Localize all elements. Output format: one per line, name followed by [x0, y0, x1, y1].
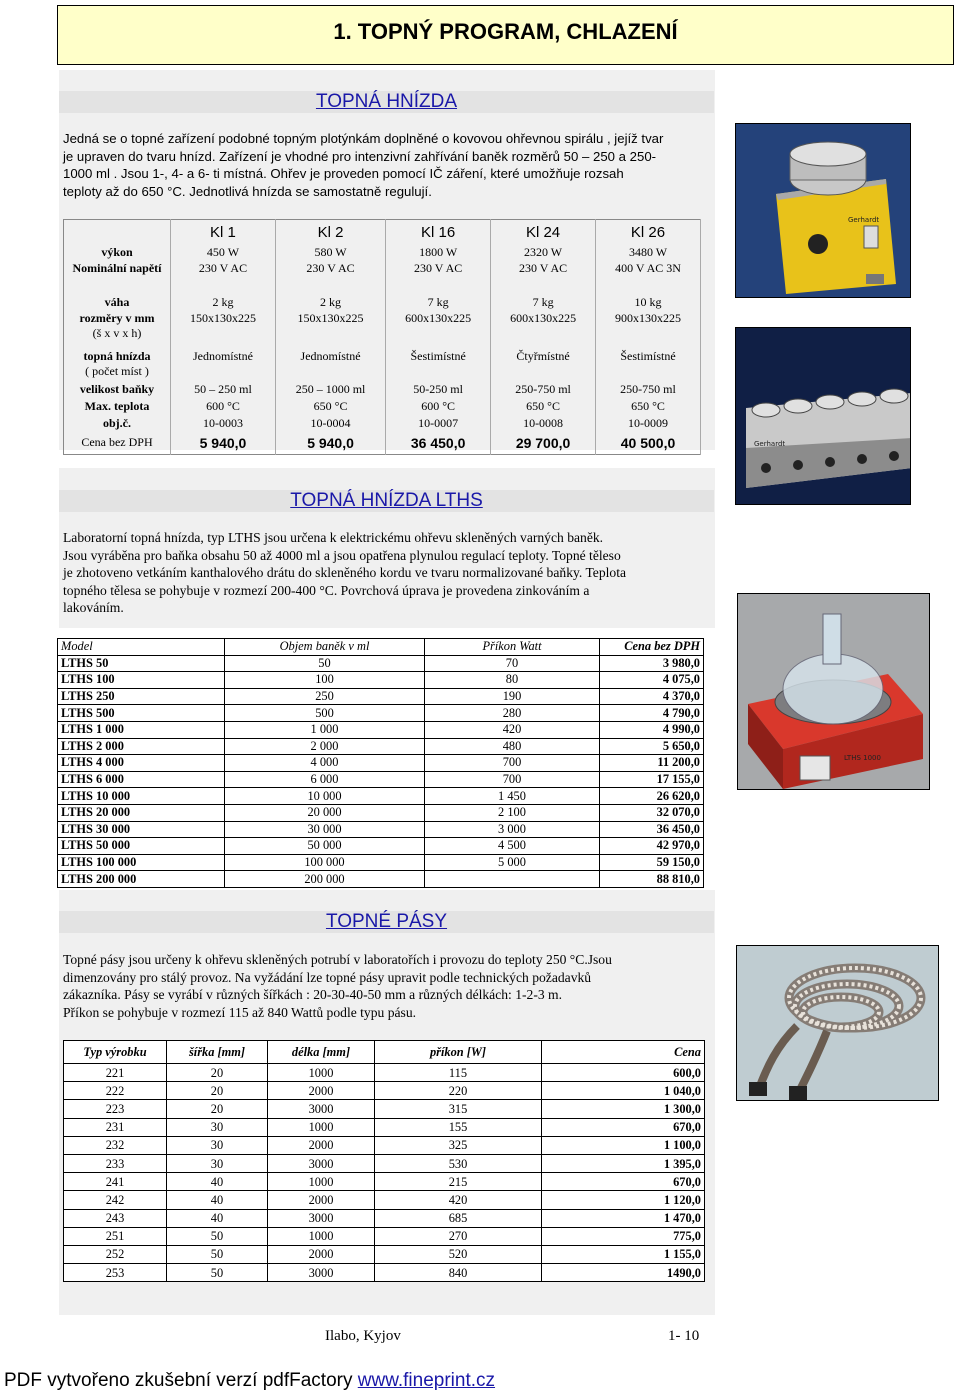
intro-paragraph-heating-nests [63, 130, 711, 200]
table-row [64, 1136, 705, 1154]
table-cell: 840 [375, 1264, 542, 1282]
table-cell: LTHS 250 [58, 688, 225, 705]
table-cell: 2 kg [171, 293, 276, 311]
table-row [64, 1173, 705, 1191]
table-cell: 88 810,0 [600, 871, 704, 888]
price-cell: 29 700,0 [491, 432, 596, 454]
table-cell: 250 [225, 688, 425, 705]
table-header-cell: příkon [W] [375, 1041, 542, 1064]
table-cell: 50 [167, 1264, 268, 1282]
table-cell: 280 [425, 705, 600, 722]
section-heading-bar [59, 490, 714, 512]
table-row [58, 688, 704, 705]
table-cell: 3000 [268, 1154, 375, 1172]
table-cell: 200 000 [225, 871, 425, 888]
paragraph-line: Topné pásy jsou určeny k ohřevu skleněných potrubí v laboratořích i provozu do teploty 250 °C.Jsou [63, 952, 612, 967]
table-header-cell: Kl 1 [171, 220, 276, 245]
heating-nest-photo-single [735, 123, 911, 298]
table-cell: 20 [167, 1100, 268, 1118]
table-cell: 50 [167, 1245, 268, 1263]
table-cell: 10-0003 [171, 415, 276, 432]
table-cell: 5 000 [425, 854, 600, 871]
table-cell: 1 470,0 [542, 1209, 705, 1227]
table-cell: 650 °C [275, 398, 385, 415]
table-cell: 30 000 [225, 821, 425, 838]
table-cell: 500 [225, 705, 425, 722]
heating-nest-multi-image [736, 328, 911, 505]
table-cell: 2 100 [425, 804, 600, 821]
table-cell: 3000 [268, 1209, 375, 1227]
table-cell: 50-250 ml [386, 381, 491, 398]
table-cell: 241 [64, 1173, 167, 1191]
table-row [58, 672, 704, 689]
table-row [64, 1064, 705, 1082]
table-cell: 230 V AC [386, 261, 491, 293]
table-cell: LTHS 50 [58, 655, 225, 672]
table-row [64, 1082, 705, 1100]
table-cell: 2 000 [225, 738, 425, 755]
table-cell: 36 450,0 [600, 821, 704, 838]
table-cell: LTHS 200 000 [58, 871, 225, 888]
table-cell: 1000 [268, 1173, 375, 1191]
table-cell: 400 V AC 3N [596, 261, 701, 293]
row-label [64, 311, 171, 349]
table-cell: 42 970,0 [600, 838, 704, 855]
table-cell: 1800 W [386, 244, 491, 261]
table-cell: 650 °C [596, 398, 701, 415]
table-header-cell: Kl 26 [596, 220, 701, 245]
pdf-note-link[interactable]: www.fineprint.cz [357, 1370, 496, 1391]
row-label: velikost baňky [64, 381, 171, 398]
paragraph-line: je zhotoveno vetkáním kanthalového drátu do skleněného kordu ve tvaru normalizované baňky. Teplota [63, 565, 627, 581]
footer-page-number: 1- 10 [668, 1328, 700, 1344]
table-row [64, 1264, 705, 1282]
table-cell: 10 000 [225, 788, 425, 805]
table-row [64, 1227, 705, 1245]
table-cell: 1490,0 [542, 1264, 705, 1282]
table-cell: LTHS 50 000 [58, 838, 225, 855]
heating-nest-single-image [736, 124, 911, 298]
table-cell: 600 °C [171, 398, 276, 415]
table-cell: 420 [425, 721, 600, 738]
table-row [58, 804, 704, 821]
table-cell: Šestimístné [596, 349, 701, 381]
price-cell: 5 940,0 [275, 432, 385, 454]
table-cell: 242 [64, 1191, 167, 1209]
table-cell: 650 °C [491, 398, 596, 415]
table-cell: 32 070,0 [600, 804, 704, 821]
table-header-cell: Typ výrobku [64, 1041, 167, 1064]
table-cell: 3000 [268, 1264, 375, 1282]
table-cell: 223 [64, 1100, 167, 1118]
price-cell: 5 940,0 [171, 432, 276, 454]
table-cell: 2000 [268, 1245, 375, 1263]
table-cell: 7 kg [386, 293, 491, 311]
row-label-sub: (š x v x h) [92, 326, 142, 340]
table-cell: 243 [64, 1209, 167, 1227]
table-cell: 7 kg [491, 293, 596, 311]
table-cell: 600x130x225 [491, 311, 596, 349]
section-heading-bar [59, 91, 714, 113]
table-cell: 600 °C [386, 398, 491, 415]
row-label-sub: ( počet míst ) [85, 364, 149, 378]
title-box [57, 5, 954, 65]
table-header-row [64, 220, 701, 245]
paragraph-line: Laboratorní topná hnízda, typ LTHS jsou určena k elektrickému ohřevu skleněných varných baněk. [63, 530, 604, 545]
table-cell: 26 620,0 [600, 788, 704, 805]
paragraph-line: Jedná se o topné zařízení podobné topným plotýnkám doplněné o kovovou ohřevnou spirálu , jejíž tvar [63, 131, 664, 146]
table-cell: 1 155,0 [542, 1245, 705, 1263]
table-row [64, 1118, 705, 1136]
table-cell: LTHS 2 000 [58, 738, 225, 755]
table-cell: 40 [167, 1191, 268, 1209]
paragraph-line: Jsou vyráběna pro baňka obsahu 50 až 4000 ml a jsou opatřena plynulou regulací teploty. Topné těleso [63, 547, 621, 563]
table-cell: 80 [425, 672, 600, 689]
row-label: Nominální napětí [64, 261, 171, 293]
table-cell: 155 [375, 1118, 542, 1136]
table-cell: 59 150,0 [600, 854, 704, 871]
paragraph-line: lakováním. [63, 600, 124, 616]
table-cell: 1 000 [225, 721, 425, 738]
table-cell: 70 [425, 655, 600, 672]
table-cell: 450 W [171, 244, 276, 261]
table-cell: 231 [64, 1118, 167, 1136]
table-cell: 1 120,0 [542, 1191, 705, 1209]
row-label: Max. teplota [64, 398, 171, 415]
lths-heater-image [738, 594, 930, 790]
table-cell: 1 100,0 [542, 1136, 705, 1154]
table-cell: 250 – 1000 ml [275, 381, 385, 398]
pdf-note-text: PDF vytvořeno zkušební verzí pdfFactory [4, 1370, 358, 1391]
table-cell: 1 300,0 [542, 1100, 705, 1118]
table-cell: 3480 W [596, 244, 701, 261]
section-heading-heating-tapes: TOPNÉ PÁSY [325, 911, 448, 932]
pdf-watermark-note [4, 1370, 495, 1392]
table-row [64, 381, 701, 398]
table-cell: 1 040,0 [542, 1082, 705, 1100]
table-cell: 5 650,0 [600, 738, 704, 755]
table-cell: 10-0007 [386, 415, 491, 432]
table-cell: 10-0008 [491, 415, 596, 432]
paragraph-line: topného tělesa se pohybuje v rozmezí 200-400 °C. Povrchová úprava je provedena zinkováním a [63, 582, 590, 598]
table-cell: 325 [375, 1136, 542, 1154]
table-cell: 670,0 [542, 1173, 705, 1191]
row-label-main: rozměry v mm [79, 311, 155, 325]
table-cell: 30 [167, 1118, 268, 1136]
table-cell: 150x130x225 [171, 311, 276, 349]
table-cell: LTHS 100 000 [58, 854, 225, 871]
table-cell: 20 [167, 1082, 268, 1100]
table-cell: 20 [167, 1064, 268, 1082]
table-cell: 233 [64, 1154, 167, 1172]
table-header-row [64, 1041, 705, 1064]
table-cell: 50 000 [225, 838, 425, 855]
table-cell: LTHS 6 000 [58, 771, 225, 788]
table-row [58, 655, 704, 672]
paragraph-line: zákazníka. Pásy se vyrábí v různých šířkách : 20-30-40-50 mm a různých délkách: 1-2-3 m. [63, 987, 563, 1003]
table-cell: LTHS 20 000 [58, 804, 225, 821]
table-row [58, 755, 704, 772]
table-cell: LTHS 100 [58, 672, 225, 689]
table-cell: 315 [375, 1100, 542, 1118]
intro-paragraph-lths [63, 529, 711, 617]
table-row [64, 349, 701, 381]
table-row [64, 1191, 705, 1209]
table-cell: 232 [64, 1136, 167, 1154]
table-row [58, 788, 704, 805]
section-heading-bar [59, 911, 714, 933]
table-cell: 50 [167, 1227, 268, 1245]
table-cell: 30 [167, 1154, 268, 1172]
table-header-cell: Kl 16 [386, 220, 491, 245]
row-label [64, 349, 171, 381]
brand-label: Gerhardt [848, 216, 880, 224]
table-cell: 221 [64, 1064, 167, 1082]
row-label: výkon [64, 244, 171, 261]
table-cell: 2 kg [275, 293, 385, 311]
table-header-empty [64, 220, 171, 245]
table-cell: 2000 [268, 1082, 375, 1100]
table-cell: 251 [64, 1227, 167, 1245]
table-cell: 4 075,0 [600, 672, 704, 689]
table-cell: 150x130x225 [275, 311, 385, 349]
row-label: váha [64, 293, 171, 311]
table-header-cell: Příkon Watt [425, 639, 600, 656]
table-header-row [58, 639, 704, 656]
table-cell: 2320 W [491, 244, 596, 261]
intro-paragraph-heating-tapes [63, 951, 711, 1021]
heating-tapes-image [737, 946, 939, 1101]
paragraph-line: je upraven do tvaru hnízd. Zařízení je vhodné pro intenzivní zahřívání baněk rozměrů 50 – 250 a 250- [63, 148, 657, 164]
heating-tapes-photo [736, 945, 939, 1101]
row-label: obj.č. [64, 415, 171, 432]
table-cell: 480 [425, 738, 600, 755]
table-cell: 40 [167, 1173, 268, 1191]
lths-heater-photo [737, 593, 930, 790]
table-header-cell: délka [mm] [268, 1041, 375, 1064]
table-cell: 30 [167, 1136, 268, 1154]
paragraph-line: teploty až do 650 °C. Jednotlivá hnízda se samostatně regulují. [63, 183, 432, 199]
heating-nests-spec-table [63, 219, 701, 455]
table-row-price [64, 432, 701, 454]
table-cell: LTHS 500 [58, 705, 225, 722]
table-cell: 530 [375, 1154, 542, 1172]
table-cell: 3 980,0 [600, 655, 704, 672]
table-cell: Jednomístné [275, 349, 385, 381]
table-cell: 700 [425, 755, 600, 772]
table-cell: LTHS 10 000 [58, 788, 225, 805]
table-cell: 17 155,0 [600, 771, 704, 788]
table-row [64, 415, 701, 432]
price-cell: 36 450,0 [386, 432, 491, 454]
table-row [58, 738, 704, 755]
table-cell: LTHS 4 000 [58, 755, 225, 772]
table-cell: 1000 [268, 1064, 375, 1082]
table-cell: 4 990,0 [600, 721, 704, 738]
table-cell: LTHS 1 000 [58, 721, 225, 738]
heating-tapes-price-table [63, 1040, 705, 1282]
table-row [64, 1100, 705, 1118]
table-cell: 4 370,0 [600, 688, 704, 705]
table-cell: 10 kg [596, 293, 701, 311]
section-heading-heating-nests: TOPNÁ HNÍZDA [315, 91, 458, 112]
table-cell: 50 [225, 655, 425, 672]
table-row [64, 261, 701, 293]
lths-price-table [57, 638, 704, 888]
table-cell: Jednomístné [171, 349, 276, 381]
heating-nest-photo-multi [735, 327, 911, 505]
table-cell: 230 V AC [275, 261, 385, 293]
table-row [64, 1154, 705, 1172]
page-title: 1. TOPNÝ PROGRAM, CHLAZENÍ [333, 19, 678, 44]
table-cell: 520 [375, 1245, 542, 1263]
table-cell: 100 [225, 672, 425, 689]
table-cell: 775,0 [542, 1227, 705, 1245]
table-cell: 3 000 [425, 821, 600, 838]
paragraph-line: dimenzovány pro stálý provoz. Na vyžádání lze topné pásy upravit podle technických požadavků [63, 969, 592, 985]
table-header-cell: Cena [542, 1041, 705, 1064]
table-cell: 100 000 [225, 854, 425, 871]
table-cell: 190 [425, 688, 600, 705]
footer-company: Ilabo, Kyjov [325, 1328, 401, 1344]
table-cell: 4 790,0 [600, 705, 704, 722]
section-heading-lths: TOPNÁ HNÍZDA LTHS [290, 490, 483, 511]
table-cell: 220 [375, 1082, 542, 1100]
table-header-cell: Model [58, 639, 225, 656]
table-cell: 270 [375, 1227, 542, 1245]
table-cell: 670,0 [542, 1118, 705, 1136]
table-cell: 115 [375, 1064, 542, 1082]
row-label-main: topná hnízda [83, 349, 151, 363]
table-cell: 10-0004 [275, 415, 385, 432]
table-cell: 50 – 250 ml [171, 381, 276, 398]
table-cell: 230 V AC [171, 261, 276, 293]
table-cell: 700 [425, 771, 600, 788]
table-header-cell: Kl 24 [491, 220, 596, 245]
table-row [64, 1209, 705, 1227]
table-header-cell: Kl 2 [275, 220, 385, 245]
table-row [64, 1245, 705, 1263]
table-row [58, 821, 704, 838]
table-row [58, 854, 704, 871]
table-cell: 11 200,0 [600, 755, 704, 772]
table-header-cell: Objem baněk v ml [225, 639, 425, 656]
table-cell: 4 000 [225, 755, 425, 772]
paragraph-line: 1000 ml . Jsou 1-, 4- a 6- ti místná. Ohřev je proveden pomocí IČ záření, které umožňuje rozsah [63, 166, 624, 182]
table-cell: 600,0 [542, 1064, 705, 1082]
table-cell: 252 [64, 1245, 167, 1263]
table-cell [425, 871, 600, 888]
table-cell: 6 000 [225, 771, 425, 788]
table-row [64, 398, 701, 415]
table-cell: 250-750 ml [596, 381, 701, 398]
table-row [58, 871, 704, 888]
table-cell: 1000 [268, 1227, 375, 1245]
lths-label: LTHS 1000 [844, 754, 881, 762]
table-cell: 250-750 ml [491, 381, 596, 398]
table-cell: 4 500 [425, 838, 600, 855]
brand-label: Gerhardt [754, 440, 786, 448]
table-cell: Čtyřmístné [491, 349, 596, 381]
table-cell: 222 [64, 1082, 167, 1100]
paragraph-line: Příkon se pohybuje v rozmezí 115 až 840 Wattů podle typu pásu. [63, 1004, 417, 1020]
table-cell: 1 395,0 [542, 1154, 705, 1172]
table-cell: 420 [375, 1191, 542, 1209]
table-cell: 685 [375, 1209, 542, 1227]
row-label: Cena bez DPH [64, 432, 171, 454]
table-cell: 900x130x225 [596, 311, 701, 349]
table-cell: LTHS 30 000 [58, 821, 225, 838]
table-cell: 2000 [268, 1136, 375, 1154]
table-cell: 3000 [268, 1100, 375, 1118]
table-cell: 580 W [275, 244, 385, 261]
table-cell: 2000 [268, 1191, 375, 1209]
table-cell: 1000 [268, 1118, 375, 1136]
table-cell: 230 V AC [491, 261, 596, 293]
table-row [64, 311, 701, 349]
table-row [64, 244, 701, 261]
table-row [58, 771, 704, 788]
table-cell: Šestimístné [386, 349, 491, 381]
table-row [58, 721, 704, 738]
table-cell: 215 [375, 1173, 542, 1191]
table-cell: 10-0009 [596, 415, 701, 432]
table-cell: 253 [64, 1264, 167, 1282]
table-cell: 600x130x225 [386, 311, 491, 349]
table-cell: 40 [167, 1209, 268, 1227]
table-cell: 1 450 [425, 788, 600, 805]
table-row [58, 705, 704, 722]
table-row [64, 293, 701, 311]
table-row [58, 838, 704, 855]
price-cell: 40 500,0 [596, 432, 701, 454]
table-header-cell: šířka [mm] [167, 1041, 268, 1064]
table-cell: 20 000 [225, 804, 425, 821]
table-header-cell: Cena bez DPH [600, 639, 704, 656]
